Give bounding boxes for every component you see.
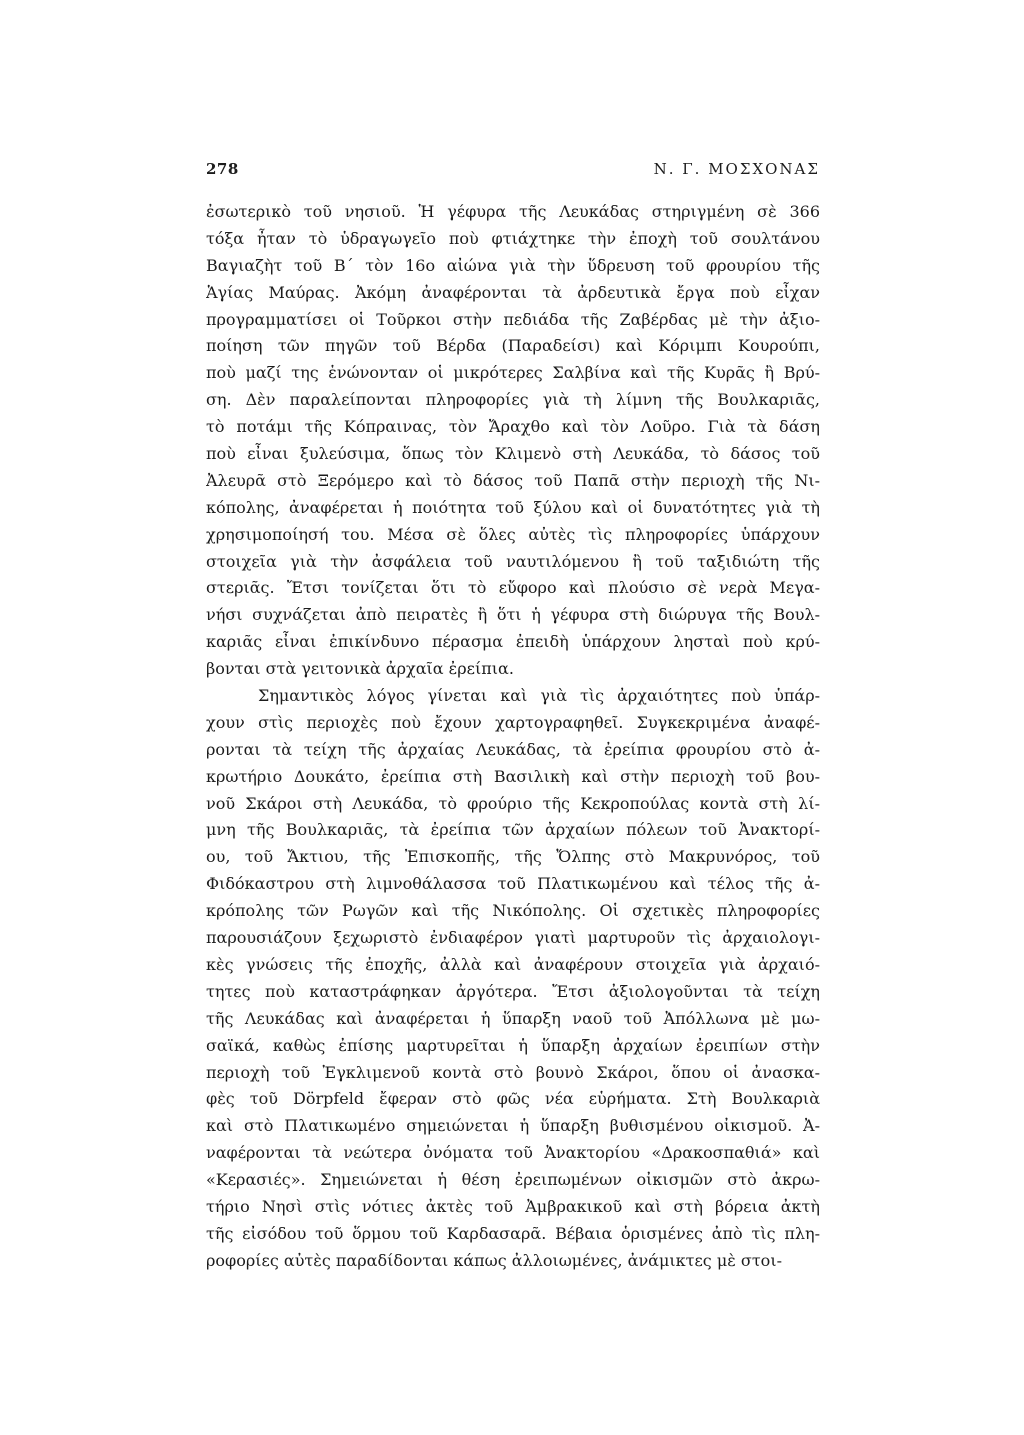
page-header xyxy=(206,160,820,184)
text-line: στεριᾶς. Ἔτσι τονίζεται ὅτι τὸ εὔφορο καὶ πλούσιο σὲ νερὰ Μεγα- xyxy=(206,578,820,598)
text-line: παρουσιάζουν ξεχωριστὸ ἐνδιαφέρον γιατὶ μαρτυροῦν τὶς ἀρχαιολογι- xyxy=(206,928,820,948)
text-line: ροφορίες αὐτὲς παραδίδονται κάπως ἀλλοιωμένες, ἀνάμικτες μὲ στοι- xyxy=(206,1250,782,1270)
text-line: ναφέρονται τὰ νεώτερα ὀνόματα τοῦ Ἀνακτορίου «Δρακοσπαθιά» καὶ xyxy=(206,1143,820,1163)
text-line: Βαγιαζὴτ τοῦ Β΄ τὸν 16ο αἰώνα γιὰ τὴν ὕδρευση τοῦ φρουρίου τῆς xyxy=(206,255,820,275)
text-line: κόπολης, ἀναφέρεται ἡ ποιότητα τοῦ ξύλου καὶ οἱ δυνατότητες γιὰ τὴ xyxy=(206,497,820,517)
body-text xyxy=(206,199,820,1275)
text-line: ἐσωτερικὸ τοῦ νησιοῦ. Ἡ γέφυρα τῆς Λευκάδας στηριγμένη σὲ 366 xyxy=(206,202,820,221)
text-line: χρησιμοποίησή του. Μέσα σὲ ὅλες αὐτὲς τὶς πληροφορίες ὑπάρχουν xyxy=(206,524,820,544)
text-line: ποὺ εἶναι ξυλεύσιμα, ὅπως τὸν Κλιμενὸ στὴ Λευκάδα, τὸ δάσος τοῦ xyxy=(206,444,820,464)
running-head: Ν. Γ. ΜΟΣΧΟΝΑΣ xyxy=(653,160,820,178)
text-line: Σημαντικὸς λόγος γίνεται καὶ γιὰ τὶς ἀρχαιότητες ποὺ ὑπάρ- xyxy=(258,686,820,706)
text-line: τόξα ἦταν τὸ ὑδραγωγεῖο ποὺ φτιάχτηκε τὴν ἐποχὴ τοῦ σουλτάνου xyxy=(206,228,820,248)
text-line: ποίηση τῶν πηγῶν τοῦ Βέρδα (Παραδείσι) καὶ Κόριμπι Κουρούπι, xyxy=(206,336,820,356)
text-line: καριᾶς εἶναι ἐπικίνδυνο πέρασμα ἐπειδὴ ὑπάρχουν λησταὶ ποὺ κρύ- xyxy=(206,632,820,652)
page-number: 278 xyxy=(206,160,239,178)
text-line: τὸ ποτάμι τῆς Κόπραινας, τὸν Ἄραχθο καὶ τὸν Λοῦρο. Γιὰ τὰ δάση xyxy=(206,417,820,437)
text-line: νοῦ Σκάροι στὴ Λευκάδα, τὸ φρούριο τῆς Κεκροπούλας κοντὰ στὴ λί- xyxy=(206,793,820,813)
text-line: ου, τοῦ Ἄκτιου, τῆς Ἐπισκοπῆς, τῆς Ὄλπης στὸ Μακρυνόρος, τοῦ xyxy=(206,847,820,867)
text-line: καὶ στὸ Πλατικωμένο σημειώνεται ἡ ὕπαρξη βυθισμένου οἰκισμοῦ. Ἀ- xyxy=(206,1116,820,1136)
text-line: ση. Δὲν παραλείπονται πληροφορίες γιὰ τὴ λίμνη τῆς Βουλκαριᾶς, xyxy=(206,390,820,410)
text-line: χουν στὶς περιοχὲς ποὺ ἔχουν χαρτογραφηθεῖ. Συγκεκριμένα ἀναφέ- xyxy=(206,712,820,732)
text-line: τήριο Νησὶ στὶς νότιες ἀκτὲς τοῦ Ἀμβρακικοῦ καὶ στὴ βόρεια ἀκτὴ xyxy=(206,1196,820,1216)
text-line: περιοχὴ τοῦ Ἐγκλιμενοῦ κοντὰ στὸ βουνὸ Σκάροι, ὅπου οἱ ἀνασκα- xyxy=(206,1062,820,1082)
text-line: «Κερασιές». Σημειώνεται ἡ θέση ἐρειπωμένων οἰκισμῶν στὸ ἀκρω- xyxy=(206,1170,820,1190)
text-line: προγραμματίσει οἱ Τοῦρκοι στὴν πεδιάδα τῆς Ζαβέρδας μὲ τὴν ἀξιο- xyxy=(206,309,820,329)
text-line: κρόπολης τῶν Ρωγῶν καὶ τῆς Νικόπολης. Οἱ σχετικὲς πληροφορίες xyxy=(206,901,820,921)
text-line: νήσι συχνάζεται ἀπὸ πειρατὲς ἢ ὅτι ἡ γέφυρα στὴ διώρυγα τῆς Βουλ- xyxy=(206,605,820,625)
text-line: κὲς γνώσεις τῆς ἐποχῆς, ἀλλὰ καὶ ἀναφέρουν στοιχεῖα γιὰ ἀρχαιό- xyxy=(206,954,820,974)
text-line: τῆς Λευκάδας καὶ ἀναφέρεται ἡ ὕπαρξη ναοῦ τοῦ Ἀπόλλωνα μὲ μω- xyxy=(206,1008,820,1028)
text-line: βονται στὰ γειτονικὰ ἀρχαῖα ἐρείπια. xyxy=(206,659,514,679)
text-line: Ἀλευρᾶ στὸ Ξερόμερο καὶ τὸ δάσος τοῦ Παπᾶ στὴν περιοχὴ τῆς Νι- xyxy=(206,470,820,490)
text-line: μνη τῆς Βουλκαριᾶς, τὰ ἐρείπια τῶν ἀρχαίων πόλεων τοῦ Ἀνακτορί- xyxy=(206,820,820,840)
text-line: τῆς εἰσόδου τοῦ ὅρμου τοῦ Καρδασαρᾶ. Βέβαια ὁρισμένες ἀπὸ τὶς πλη- xyxy=(206,1223,820,1243)
paragraph xyxy=(206,199,820,683)
text-line: φὲς τοῦ Dörpfeld ἔφεραν στὸ φῶς νέα εὑρήματα. Στὴ Βουλκαριὰ xyxy=(206,1089,820,1109)
text-line: Ἁγίας Μαύρας. Ἀκόμη ἀναφέρονται τὰ ἀρδευτικὰ ἔργα ποὺ εἶχαν xyxy=(206,282,820,302)
paragraph xyxy=(206,683,820,1275)
text-line: ποὺ μαζί της ἑνώνονταν οἱ μικρότερες Σαλβίνα καὶ τῆς Κυρᾶς ἢ Βρύ- xyxy=(206,363,820,383)
text-line: στοιχεῖα γιὰ τὴν ἀσφάλεια τοῦ ναυτιλόμενου ἢ τοῦ ταξιδιώτη τῆς xyxy=(206,551,820,571)
text-line: σαϊκά, καθὼς ἐπίσης μαρτυρεῖται ἡ ὕπαρξη ἀρχαίων ἐρειπίων στὴν xyxy=(206,1035,820,1055)
text-line: Φιδόκαστρου στὴ λιμνοθάλασσα τοῦ Πλατικωμένου καὶ τέλος τῆς ἀ- xyxy=(206,874,820,894)
text-line: κρωτήριο Δουκάτο, ἐρείπια στὴ Βασιλικὴ καὶ στὴν περιοχὴ τοῦ βου- xyxy=(206,766,820,786)
text-line: ρονται τὰ τείχη τῆς ἀρχαίας Λευκάδας, τὰ ἐρείπια φρουρίου στὸ ἀ- xyxy=(206,739,820,759)
text-line: τητες ποὺ καταστράφηκαν ἀργότερα. Ἔτσι ἀξιολογοῦνται τὰ τείχη xyxy=(206,981,820,1001)
